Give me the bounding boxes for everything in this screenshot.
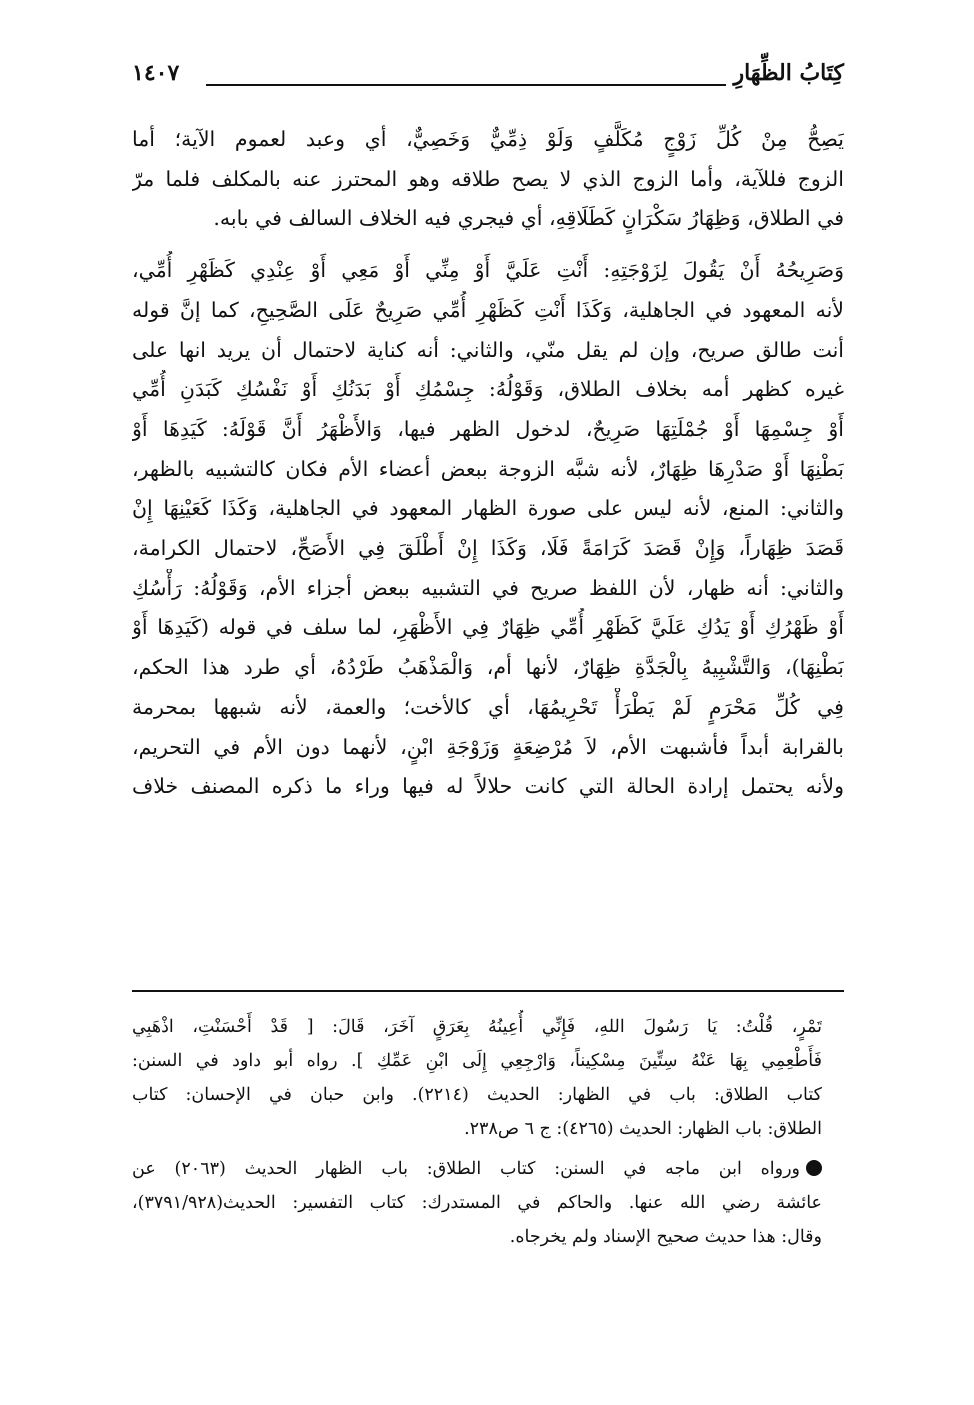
footnote-line: فَأَطْعِمِي بِهَا عَنْهُ سِتِّينَ مِسْكِيناً، وَارْجِعِي إِلَى ابْنِ عَمِّكِ ]. رواه أبو داود في السنن:: [132, 1051, 822, 1071]
text-line: يَصِحُّ مِنْ كُلِّ زَوْجٍ مُكَلَّفٍ وَلَوْ ذِمِّيٌّ وَخَصِيٌّ، أي وعبد لعموم الآية؛ أما: [132, 127, 844, 151]
text-line: غيره كظهر أمه بخلاف الطلاق، وَقَوْلُهُ: جِسْمُكِ أَوْ بَدَنُكِ أَوْ نَفْسُكِ كَبَدَنِ أُمِّي: [132, 377, 844, 402]
text-line: بالقرابة أبداً فأشبهت الأم، لاَ مُرْضِعَةٍ وَزَوْجَةِ ابْنٍ، لأنهما دون الأم في التحريم،: [132, 734, 844, 759]
text-line: ولأنه يحتمل إرادة الحالة التي كانت حلالاً له فيها وراء ما ذكره المصنف خلاف: [132, 774, 844, 799]
footnote-2: [132, 1152, 822, 1254]
footnote-line: كتاب الطلاق: باب في الظهار: الحديث (٢٢١٤). وابن حبان في الإحسان: كتاب: [132, 1085, 822, 1105]
footnotes: [132, 1010, 822, 1254]
footnote-line: وقال: هذا حديث صحيح الإسناد ولم يخرجاه.: [509, 1227, 822, 1247]
text-line: فِي كُلِّ مَحْرَمٍ لَمْ يَطْرَأْ تَحْرِيمُهَا، أي كالأخت؛ والعمة، لأنه شبهها بمحرمة: [132, 694, 844, 719]
text-line: لأنه المعهود في الجاهلية، وَكَذَا أَنْتِ كَظَهْرِ أُمِّي صَرِيحٌ عَلَى الصَّحِيحِ، كما إنَّ قوله: [132, 297, 844, 322]
text-line: أَوْ ظَهْرُكِ أَوْ يَدُكِ عَلَيَّ كَظَهْرِ أُمِّي ظِهَارٌ فِي الأَظْهَرِ، لما سلف في قوله (كَيَدِهَا أَوْ: [132, 615, 844, 640]
footnote-text: ورواه ابن ماجه في السنن: كتاب الطلاق: باب الظهار الحديث (٢٠٦٣) عن: [132, 1159, 801, 1179]
footnote-separator: [132, 990, 844, 992]
text-line: في الطلاق، وَظِهَارُ سَكْرَانٍ كَطَلَاقِهِ، أي فيجري فيه الخلاف السالف في بابه.: [213, 206, 844, 231]
text-line: بَطْنِهَا أَوْ صَدْرِهَا ظِهَارٌ، لأنه شبَّه الزوجة ببعض أعضاء الأم فكان كالتشبيه بالظهر،: [132, 456, 844, 481]
text-line: والثاني: أنه ظهار، لأن اللفظ صريح في التشبيه ببعض أجزاء الأم، وَقَوْلُهُ: رَأْسُكِ: [132, 575, 844, 600]
main-text: [132, 120, 844, 807]
footnote-line: عائشة رضي الله عنها. والحاكم في المستدرك: كتاب التفسير: الحديث(٣٧٩١/٩٢٨)،: [132, 1193, 822, 1213]
footnote-line: تَمْرٍ، قُلْتُ: يَا رَسُولَ اللهِ، فَإِنِّي أُعِينُهُ بِعَرَقٍ آخَرَ، قَالَ: [ قَدْ أَحْسَنْتِ، اذْهَبِي: [132, 1017, 822, 1037]
text-line: أَوْ جِسْمِهَا أَوْ جُمْلَتِهَا صَرِيحٌ، لدخول الظهر فيها، وَالأَظْهَرُ أَنَّ قَوْلَهُ: كَيَدِهَا أَوْ: [132, 416, 844, 441]
footnote-line: [132, 1152, 822, 1186]
text-line: أنت طالق صريح، وإن لم يقل منّي، والثاني: أنه كناية لاحتمال أن يريد انها على: [132, 337, 844, 362]
footnote-line: الطلاق: باب الظهار: الحديث (٤٢٦٥): ج ٦ ص٢٣٨.: [464, 1119, 822, 1139]
running-header: [132, 58, 844, 94]
text-line: وَصَرِيحُهُ أَنْ يَقُولَ لِزَوْجَتِهِ: أَنْتِ عَلَيَّ أَوْ مِنِّي أَوْ مَعِي أَوْ عِنْدِي كَظَهْرِ أُمِّي،: [132, 258, 844, 283]
text-line: الزوج فللآية، وأما الزوج الذي لا يصح طلاقه وهو المحترز عنه بالمكلف فلما مرّ: [132, 166, 844, 191]
page-number: ١٤٠٧: [132, 60, 180, 86]
text-line: قَصَدَ ظِهَاراً، وَإِنْ قَصَدَ كَرَامَةً فَلَا، وَكَذَا إِنْ أَطْلَقَ فِي الأَصَحِّ، لاحتمال الكرامة،: [132, 536, 844, 561]
text-line: والثاني: المنع، لأنه ليس على صورة الظهار المعهود في الجاهلية، وَكَذَا كَعَيْنِهَا إِنْ: [132, 496, 844, 521]
header-rule: [206, 84, 726, 86]
footnote-marker-icon: [806, 1160, 822, 1176]
text-line: بَطْنِهَا)، وَالتَّشْبِيهُ بِالْجَدَّةِ ظِهَارٌ، لأنها أم، وَالْمَذْهَبُ طَرْدُهُ، أي طرد هذا الحكم،: [132, 655, 844, 680]
footnote-1: [132, 1010, 822, 1146]
chapter-title: كِتَابُ الظِّهَارِ: [733, 60, 844, 86]
